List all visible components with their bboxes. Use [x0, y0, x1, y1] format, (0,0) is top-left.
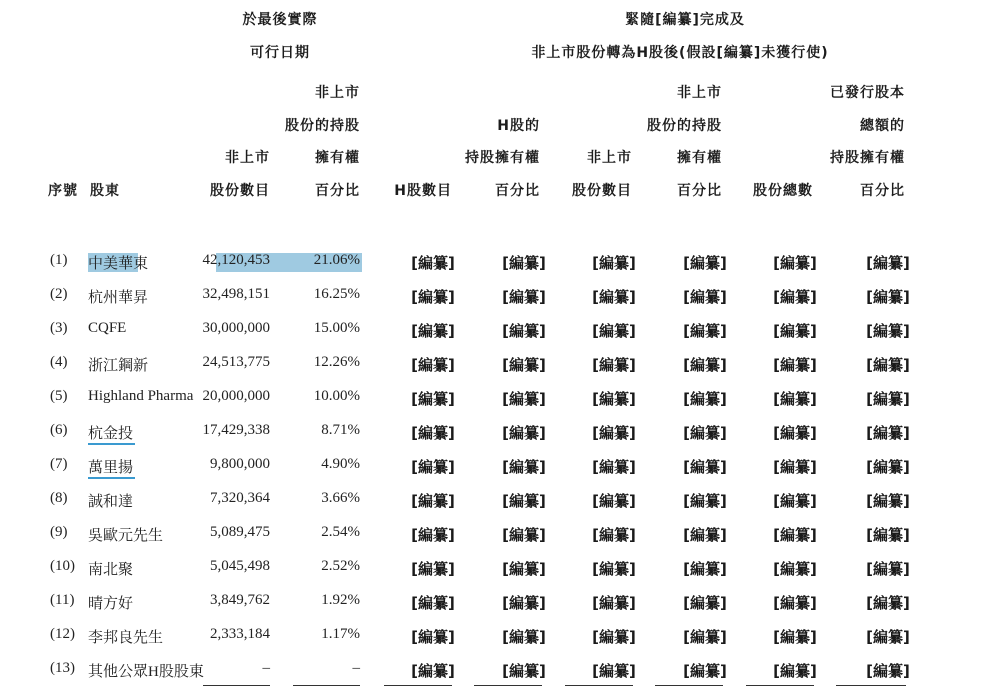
- redacted-cell: [編纂]: [866, 492, 910, 510]
- redacted-cell: [編纂]: [773, 594, 817, 612]
- row-unlisted-pct: –: [352, 660, 360, 676]
- redacted-cell: [編纂]: [592, 594, 636, 612]
- col-unlisted-count2-header-1: 非上市: [587, 150, 632, 166]
- redacted-cell: [編纂]: [683, 322, 727, 340]
- redacted-cell: [編纂]: [502, 594, 546, 612]
- row-serial: (13): [50, 660, 75, 676]
- row-unlisted-pct: 2.52%: [321, 558, 360, 574]
- total-rule-3: [384, 685, 452, 686]
- redacted-cell: [編纂]: [411, 356, 455, 374]
- col-unlisted-pct2-header-4: 百分比: [677, 183, 722, 199]
- col-h-pct-header-3: 百分比: [495, 183, 540, 199]
- redacted-cell: [編纂]: [773, 322, 817, 340]
- row-unlisted-shares: 7,320,364: [210, 490, 270, 506]
- redacted-cell: [編纂]: [592, 254, 636, 272]
- row-unlisted-shares: 20,000,000: [202, 388, 270, 404]
- redacted-cell: [編纂]: [411, 424, 455, 442]
- col-unlisted-pct2-header-2: 股份的持股: [647, 118, 722, 134]
- col-unlisted-pct-header-3: 擁有權: [315, 150, 360, 166]
- redacted-cell: [編纂]: [683, 526, 727, 544]
- redacted-cell: [編纂]: [502, 458, 546, 476]
- row-unlisted-pct: 12.26%: [313, 354, 360, 370]
- col-unlisted-count2-header-2: 股份數目: [572, 183, 632, 199]
- redacted-cell: [編纂]: [592, 662, 636, 680]
- row-unlisted-pct: 2.54%: [321, 524, 360, 540]
- row-serial: (12): [50, 626, 75, 642]
- row-serial: (2): [50, 286, 68, 302]
- total-rule-6: [655, 685, 723, 686]
- col-total-shares-header: 股份總數: [753, 183, 813, 199]
- row-shareholder-name: 杭金投: [88, 426, 134, 442]
- redacted-cell: [編纂]: [773, 628, 817, 646]
- redacted-cell: [編纂]: [866, 254, 910, 272]
- redacted-cell: [編纂]: [866, 628, 910, 646]
- row-unlisted-pct: 3.66%: [321, 490, 360, 506]
- col-shareholder-header: 股東: [90, 183, 120, 199]
- redacted-cell: [編纂]: [592, 628, 636, 646]
- row-unlisted-shares: 5,045,498: [210, 558, 270, 574]
- row-unlisted-shares: 32,498,151: [202, 286, 270, 302]
- redacted-cell: [編纂]: [502, 254, 546, 272]
- total-rule-1: [203, 685, 270, 686]
- redacted-cell: [編纂]: [773, 356, 817, 374]
- row-shareholder-name: CQFE: [88, 320, 127, 336]
- row-unlisted-pct: 21.06%: [313, 252, 360, 268]
- row-shareholder-name: 中美華東: [88, 256, 149, 272]
- redacted-cell: [編纂]: [592, 322, 636, 340]
- redacted-cell: [編纂]: [411, 390, 455, 408]
- redacted-cell: [編纂]: [411, 254, 455, 272]
- redacted-cell: [編纂]: [502, 288, 546, 306]
- redacted-cell: [編纂]: [502, 424, 546, 442]
- row-shareholder-name: 誠和達: [88, 494, 134, 510]
- redacted-cell: [編纂]: [502, 526, 546, 544]
- col-unlisted-count-header-2: 股份數目: [210, 183, 270, 199]
- row-unlisted-shares: 42,120,453: [202, 252, 270, 268]
- col-unlisted-pct-header-4: 百分比: [315, 183, 360, 199]
- redacted-cell: [編纂]: [866, 356, 910, 374]
- redacted-cell: [編纂]: [502, 390, 546, 408]
- row-unlisted-shares: –: [262, 660, 270, 676]
- row-shareholder-name: 杭州華昇: [88, 290, 149, 306]
- row-serial: (6): [50, 422, 68, 438]
- redacted-cell: [編纂]: [411, 322, 455, 340]
- redacted-cell: [編纂]: [683, 356, 727, 374]
- redacted-cell: [編纂]: [411, 526, 455, 544]
- total-rule-8: [836, 685, 906, 686]
- redacted-cell: [編纂]: [773, 288, 817, 306]
- col-h-pct-header-2: 持股擁有權: [465, 150, 540, 166]
- row-shareholder-name: 李邦良先生: [88, 630, 164, 646]
- redacted-cell: [編纂]: [411, 288, 455, 306]
- redacted-cell: [編纂]: [411, 662, 455, 680]
- row-unlisted-shares: 5,089,475: [210, 524, 270, 540]
- redacted-cell: [編纂]: [502, 322, 546, 340]
- redacted-cell: [編纂]: [411, 560, 455, 578]
- row-serial: (4): [50, 354, 68, 370]
- redacted-cell: [編纂]: [592, 356, 636, 374]
- col-h-count-header: H股數目: [394, 183, 452, 199]
- row-unlisted-pct: 1.92%: [321, 592, 360, 608]
- redacted-cell: [編纂]: [866, 594, 910, 612]
- redacted-cell: [編纂]: [683, 492, 727, 510]
- total-rule-4: [474, 685, 542, 686]
- col-h-pct-header-1: H股的: [497, 118, 540, 134]
- row-serial: (3): [50, 320, 68, 336]
- redacted-cell: [編纂]: [411, 594, 455, 612]
- row-serial: (9): [50, 524, 68, 540]
- redacted-cell: [編纂]: [502, 356, 546, 374]
- row-shareholder-name: 晴方好: [88, 596, 134, 612]
- col-total-pct-header-3: 持股擁有權: [830, 150, 905, 166]
- redacted-cell: [編纂]: [592, 560, 636, 578]
- group1-title-line1: 於最後實際: [242, 12, 318, 28]
- redacted-cell: [編纂]: [502, 560, 546, 578]
- row-shareholder-name: 南北聚: [88, 562, 134, 578]
- redacted-cell: [編纂]: [683, 288, 727, 306]
- col-total-pct-header-2: 總額的: [860, 118, 905, 134]
- row-serial: (10): [50, 558, 75, 574]
- group2-title-line2: 非上市股份轉為H股後(假設[編纂]未獲行使): [531, 45, 829, 61]
- redacted-cell: [編纂]: [592, 492, 636, 510]
- redacted-cell: [編纂]: [683, 560, 727, 578]
- redacted-cell: [編纂]: [866, 424, 910, 442]
- redacted-cell: [編纂]: [683, 662, 727, 680]
- redacted-cell: [編纂]: [411, 492, 455, 510]
- row-unlisted-shares: 3,849,762: [210, 592, 270, 608]
- redacted-cell: [編纂]: [502, 662, 546, 680]
- row-shareholder-name: 吳歐元先生: [88, 528, 164, 544]
- redacted-cell: [編纂]: [683, 458, 727, 476]
- row-unlisted-pct: 10.00%: [313, 388, 360, 404]
- redacted-cell: [編纂]: [773, 492, 817, 510]
- row-unlisted-pct: 16.25%: [313, 286, 360, 302]
- redacted-cell: [編纂]: [683, 254, 727, 272]
- row-shareholder-name: 其他公眾H股股東: [88, 664, 204, 680]
- redacted-cell: [編纂]: [502, 492, 546, 510]
- redacted-cell: [編纂]: [411, 458, 455, 476]
- row-serial: (5): [50, 388, 68, 404]
- redacted-cell: [編纂]: [773, 254, 817, 272]
- row-unlisted-shares: 17,429,338: [202, 422, 270, 438]
- row-serial: (1): [50, 252, 68, 268]
- name-underline: [88, 477, 135, 479]
- row-unlisted-pct: 15.00%: [313, 320, 360, 336]
- row-unlisted-pct: 8.71%: [321, 422, 360, 438]
- col-total-pct-header-1: 已發行股本: [830, 85, 905, 101]
- row-shareholder-name: 浙江鋼新: [88, 358, 149, 374]
- row-unlisted-shares: 24,513,775: [202, 354, 270, 370]
- col-serial-header: 序號: [48, 183, 78, 199]
- total-rule-5: [565, 685, 633, 686]
- redacted-cell: [編纂]: [592, 288, 636, 306]
- col-unlisted-count-header-1: 非上市: [225, 150, 270, 166]
- redacted-cell: [編纂]: [773, 458, 817, 476]
- row-serial: (11): [50, 592, 75, 608]
- row-unlisted-pct: 4.90%: [321, 456, 360, 472]
- redacted-cell: [編纂]: [411, 628, 455, 646]
- col-unlisted-pct-header-1: 非上市: [315, 85, 360, 101]
- total-rule-7: [746, 685, 814, 686]
- redacted-cell: [編纂]: [866, 560, 910, 578]
- row-serial: (7): [50, 456, 68, 472]
- redacted-cell: [編纂]: [683, 390, 727, 408]
- col-total-pct-header-4: 百分比: [860, 183, 905, 199]
- redacted-cell: [編纂]: [773, 526, 817, 544]
- redacted-cell: [編纂]: [592, 458, 636, 476]
- redacted-cell: [編纂]: [592, 526, 636, 544]
- row-unlisted-shares: 30,000,000: [202, 320, 270, 336]
- col-unlisted-pct2-header-1: 非上市: [677, 85, 722, 101]
- row-unlisted-pct: 1.17%: [321, 626, 360, 642]
- name-underline: [88, 443, 135, 445]
- redacted-cell: [編纂]: [866, 390, 910, 408]
- redacted-cell: [編纂]: [773, 390, 817, 408]
- total-rule-2: [293, 685, 360, 686]
- redacted-cell: [編纂]: [773, 424, 817, 442]
- redacted-cell: [編纂]: [592, 390, 636, 408]
- redacted-cell: [編纂]: [866, 526, 910, 544]
- row-unlisted-shares: 2,333,184: [210, 626, 270, 642]
- row-unlisted-shares: 9,800,000: [210, 456, 270, 472]
- col-unlisted-pct-header-2: 股份的持股: [285, 118, 360, 134]
- row-shareholder-name: 萬里揚: [88, 460, 134, 476]
- redacted-cell: [編纂]: [866, 322, 910, 340]
- col-unlisted-pct2-header-3: 擁有權: [677, 150, 722, 166]
- row-serial: (8): [50, 490, 68, 506]
- redacted-cell: [編纂]: [683, 594, 727, 612]
- redacted-cell: [編纂]: [866, 288, 910, 306]
- redacted-cell: [編纂]: [773, 662, 817, 680]
- redacted-cell: [編纂]: [773, 560, 817, 578]
- redacted-cell: [編纂]: [683, 424, 727, 442]
- redacted-cell: [編纂]: [866, 662, 910, 680]
- redacted-cell: [編纂]: [502, 628, 546, 646]
- redacted-cell: [編纂]: [592, 424, 636, 442]
- redacted-cell: [編纂]: [683, 628, 727, 646]
- group1-title-line2: 可行日期: [250, 45, 310, 61]
- group2-title-line1: 緊隨[編纂]完成及: [625, 12, 745, 28]
- redacted-cell: [編纂]: [866, 458, 910, 476]
- row-shareholder-name: Highland Pharma: [88, 388, 194, 404]
